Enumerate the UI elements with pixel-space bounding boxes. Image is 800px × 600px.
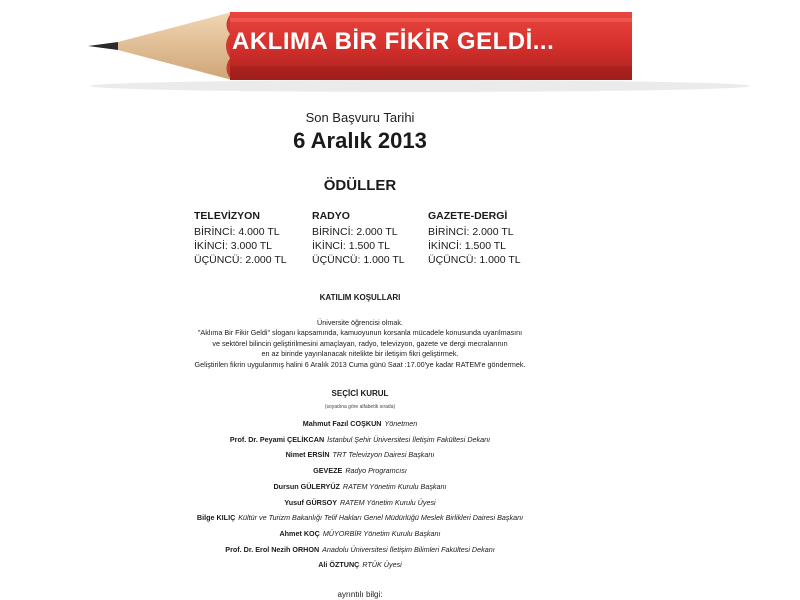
award-prize-second: İKİNCİ: 1.500 TL (428, 240, 507, 252)
jury-member-name: Yusuf GÜRSOY (284, 497, 338, 507)
award-category-radio (312, 209, 405, 267)
jury-member-title: TRT Televizyon Dairesi Başkanı (332, 450, 435, 460)
jury-member-name: Prof. Dr. Erol Nezih ORHON (225, 544, 320, 554)
jury-member-title: İstanbul Şehir Üniversitesi İletişim Fakültesi Dekanı (327, 434, 491, 444)
award-category-television (194, 209, 287, 267)
more-info-label: ayrıntılı bilgi: (337, 590, 383, 599)
jury-member-title: RATEM Yönetim Kurulu Üyesi (340, 497, 436, 507)
jury-member-title: MÜYORBİR Yönetim Kurulu Başkanı (322, 528, 441, 538)
condition-line: en az birinde yayınlanacak nitelikte bir iletişim fikri geliştirmek. (261, 349, 459, 359)
jury-member (0, 510, 720, 526)
jury-member-name: Prof. Dr. Peyami ÇELİKCAN (229, 434, 325, 444)
jury-member (0, 526, 720, 542)
award-category-name: GAZETE-DERGİ (428, 210, 508, 222)
jury-subtitle: (soyadına göre alfabetik sırada) (324, 404, 396, 410)
jury-member-title: Radyo Programcısı (345, 466, 407, 476)
deadline-date: 6 Aralık 2013 (293, 128, 427, 153)
condition-line: "Aklıma Bir Fikir Geldi" sloganı kapsamında, kamuoyunun korsanla mücadele konusunda uyarılmasını (197, 328, 523, 338)
award-prize-third: ÜÇÜNCÜ: 1.000 TL (312, 254, 405, 266)
jury-member (0, 463, 720, 479)
jury-member (0, 447, 720, 463)
award-prize-first: BİRİNCİ: 2.000 TL (428, 226, 514, 238)
award-prize-second: İKİNCİ: 1.500 TL (312, 240, 391, 252)
pencil-banner (0, 0, 800, 100)
participation-title: KATILIM KOŞULLARI (319, 293, 401, 302)
jury-member-name: Ahmet KOÇ (279, 528, 320, 538)
award-prize-third: ÜÇÜNCÜ: 2.000 TL (194, 254, 287, 266)
jury-member-name: GEVEZE (313, 466, 343, 476)
slogan-text: AKLIMA BİR FİKİR GELDİ... (232, 28, 555, 55)
award-prize-second: İKİNCİ: 3.000 TL (194, 240, 273, 252)
jury-member-name: Dursun GÜLERYÜZ (273, 481, 340, 491)
condition-line: Geliştirilen fikrin uygulanmış halini 6 Aralık 2013 Cuma günü Saat :17.00'ye kadar RATEM'e göndermek. (194, 359, 526, 369)
jury-member (0, 432, 720, 448)
jury-member (0, 495, 720, 511)
jury-member-name: Nimet ERSİN (285, 450, 330, 460)
award-category-print (428, 209, 521, 267)
jury-member-name: Mahmut Fazıl COŞKUN (302, 419, 382, 428)
jury-member-name: Ali ÖZTUNÇ (318, 560, 360, 570)
jury-member-title: Yönetmen (384, 419, 418, 428)
jury-member (0, 479, 720, 495)
award-prize-first: BİRİNCİ: 4.000 TL (194, 226, 280, 238)
jury-title: SEÇİCİ KURUL (331, 389, 389, 398)
award-prize-first: BİRİNCİ: 2.000 TL (312, 226, 398, 238)
participation-conditions (0, 318, 720, 370)
award-category-name: TELEVİZYON (194, 210, 260, 222)
jury-member (0, 542, 720, 558)
award-category-name: RADYO (312, 210, 350, 222)
award-prize-third: ÜÇÜNCÜ: 1.000 TL (428, 254, 521, 266)
jury-member (0, 416, 720, 432)
condition-line: ve sektörel bilincin geliştirilmesini amaçlayan, radyo, televizyon, gazete ve dergi mecralarının (212, 338, 508, 348)
jury-member-title: Anadolu Üniversitesi İletişim Bilimleri Fakültesi Dekanı (322, 544, 495, 554)
jury-member-name: Bilge KILIÇ (196, 513, 236, 523)
awards-title: ÖDÜLLER (323, 177, 397, 194)
condition-line: Üniversite öğrencisi olmak. (317, 318, 403, 327)
jury-member (0, 557, 720, 573)
jury-member-title: RTÜK Üyesi (362, 560, 402, 570)
jury-member-title: Kültür ve Turizm Bakanlığı Telif Hakları Genel Müdürlüğü Meslek Birlikleri Dairesi Başkanı (238, 513, 524, 523)
jury-member-title: RATEM Yönetim Kurulu Başkanı (342, 481, 447, 491)
deadline-label: Son Başvuru Tarihi (305, 110, 415, 125)
jury-list (0, 416, 720, 573)
